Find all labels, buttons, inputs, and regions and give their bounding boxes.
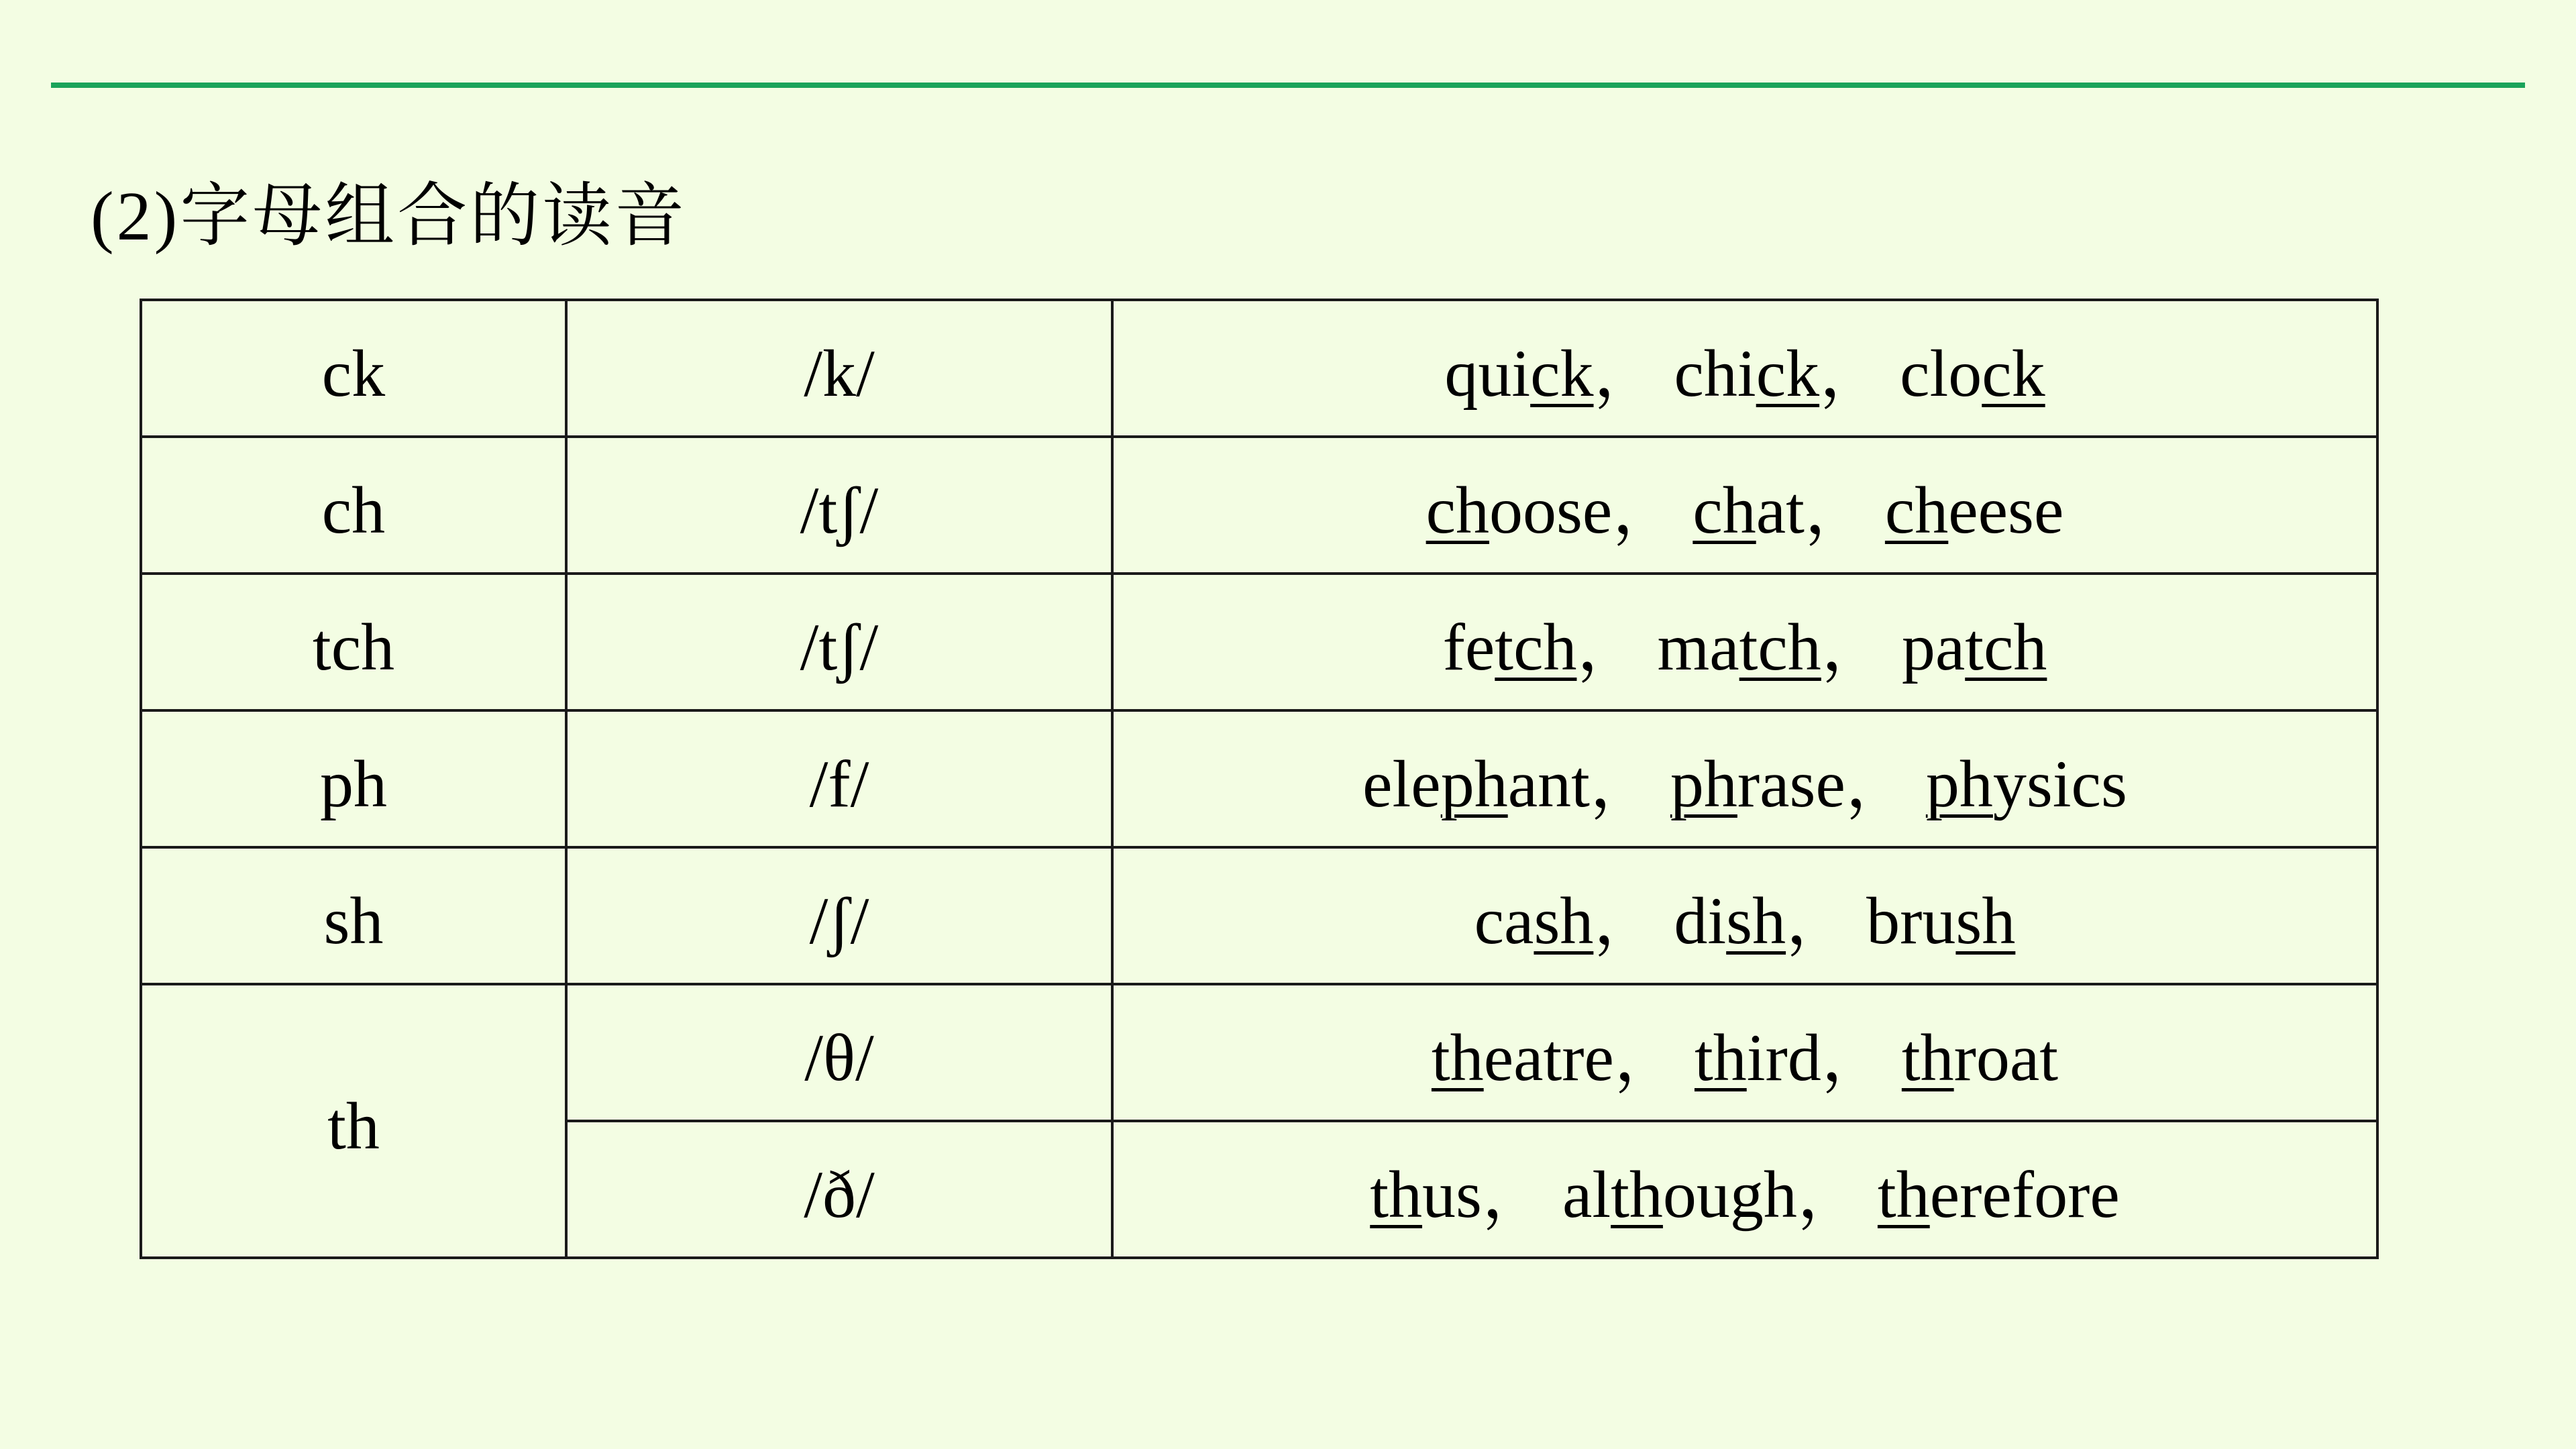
example-word: patch: [1901, 610, 2047, 684]
example-list: [1370, 1158, 2120, 1232]
underlined-letters: ph: [1670, 747, 1737, 821]
comma-separator: ，: [1821, 1020, 1888, 1095]
phonetic-symbol: /f/: [809, 747, 869, 821]
examples-cell: [1112, 300, 2377, 437]
example-word: third: [1694, 1020, 1821, 1095]
combination-label: ph: [320, 747, 387, 821]
comma-separator: ，: [1593, 336, 1661, 411]
example-list: [1426, 474, 2064, 547]
phonetic-symbol: /θ/: [804, 1020, 874, 1095]
example-word: quick: [1444, 336, 1594, 411]
combination-label: th: [327, 1089, 380, 1163]
combination-cell: [141, 847, 566, 984]
example-word: choose: [1426, 473, 1613, 547]
example-word: elephant: [1362, 747, 1590, 821]
table-row: [141, 300, 2377, 437]
underlined-letters: th: [1877, 1157, 1930, 1232]
example-list: [1432, 1021, 2058, 1095]
section-title: (2)字母组合的读音: [91, 178, 688, 255]
letter-combination-table: [140, 299, 2379, 1259]
underlined-letters: ch: [1693, 473, 1756, 547]
example-word: cheese: [1884, 473, 2064, 547]
underlined-letters: th: [1431, 1020, 1484, 1095]
underlined-letters: sh: [1534, 883, 1594, 958]
comma-separator: ，: [1796, 1157, 1864, 1232]
example-word: throat: [1901, 1020, 2059, 1095]
example-word: therefore: [1877, 1157, 2120, 1232]
underlined-letters: th: [1694, 1020, 1747, 1095]
comma-separator: ，: [1786, 883, 1854, 958]
table-row: [141, 847, 2377, 984]
underlined-letters: tch: [1495, 610, 1577, 684]
phonetic-symbol: /ʃ/: [809, 883, 869, 958]
combination-cell: [141, 300, 566, 437]
combination-label: ch: [321, 473, 386, 547]
example-word: match: [1657, 610, 1821, 684]
underlined-letters: sh: [1955, 883, 2016, 958]
examples-cell: [1112, 710, 2377, 847]
underlined-letters: ch: [1426, 473, 1490, 547]
sound-cell: [566, 574, 1112, 710]
comma-separator: ，: [1593, 883, 1661, 958]
sound-cell: [566, 847, 1112, 984]
example-word: dish: [1674, 883, 1786, 958]
top-divider-line: [51, 83, 2525, 88]
example-word: fetch: [1442, 610, 1577, 684]
example-word: brush: [1866, 883, 2016, 958]
underlined-letters: th: [1611, 1157, 1663, 1232]
example-word: phrase: [1670, 747, 1845, 821]
table-row: [141, 574, 2377, 710]
table-row: [141, 984, 2377, 1121]
example-word: although: [1562, 1157, 1797, 1232]
example-word: chat: [1693, 473, 1805, 547]
sound-cell: [566, 437, 1112, 574]
example-word: chick: [1674, 336, 1820, 411]
example-list: [1474, 884, 2016, 958]
underlined-letters: th: [1901, 1020, 1954, 1095]
underlined-letters: th: [1370, 1157, 1423, 1232]
combination-label: tch: [312, 610, 395, 684]
underlined-letters: tch: [1739, 610, 1821, 684]
combination-cell: [141, 984, 566, 1258]
sound-cell: [566, 984, 1112, 1121]
underlined-letters: ch: [1884, 473, 1949, 547]
underlined-letters: ck: [1530, 336, 1594, 411]
examples-cell: [1112, 1121, 2377, 1258]
example-word: clock: [1900, 336, 2045, 411]
underlined-letters: tch: [1965, 610, 2047, 684]
example-list: [1444, 337, 2045, 411]
sound-cell: [566, 300, 1112, 437]
underlined-letters: ph: [1440, 747, 1508, 821]
comma-separator: ，: [1821, 610, 1888, 684]
underlined-letters: ck: [1756, 336, 1820, 411]
phonetic-symbol: /tʃ/: [800, 473, 879, 547]
combination-cell: [141, 710, 566, 847]
underlined-letters: ph: [1925, 747, 1993, 821]
comma-separator: ，: [1819, 336, 1887, 411]
comma-separator: ，: [1612, 473, 1680, 547]
examples-cell: [1112, 984, 2377, 1121]
comma-separator: ，: [1804, 473, 1872, 547]
underlined-letters: ck: [1982, 336, 2045, 411]
combination-label: ck: [321, 336, 386, 411]
phonetic-symbol: /k/: [804, 336, 875, 411]
example-list: [1443, 610, 2047, 684]
comma-separator: ，: [1576, 610, 1644, 684]
example-word: physics: [1925, 747, 2127, 821]
comma-separator: ，: [1481, 1157, 1549, 1232]
underlined-letters: sh: [1726, 883, 1786, 958]
examples-cell: [1112, 847, 2377, 984]
combination-label: sh: [323, 883, 384, 958]
example-word: theatre: [1431, 1020, 1614, 1095]
example-word: cash: [1474, 883, 1594, 958]
example-word: thus: [1370, 1157, 1482, 1232]
examples-cell: [1112, 574, 2377, 710]
examples-cell: [1112, 437, 2377, 574]
table-row: [141, 437, 2377, 574]
example-list: [1362, 747, 2127, 821]
comma-separator: ，: [1589, 747, 1657, 821]
comma-separator: ，: [1845, 747, 1913, 821]
combination-cell: [141, 437, 566, 574]
phonetic-symbol: /tʃ/: [800, 610, 879, 684]
sound-cell: [566, 1121, 1112, 1258]
table-row: [141, 710, 2377, 847]
sound-cell: [566, 710, 1112, 847]
phonetic-symbol: /ð/: [804, 1157, 875, 1232]
combination-cell: [141, 574, 566, 710]
comma-separator: ，: [1613, 1020, 1681, 1095]
